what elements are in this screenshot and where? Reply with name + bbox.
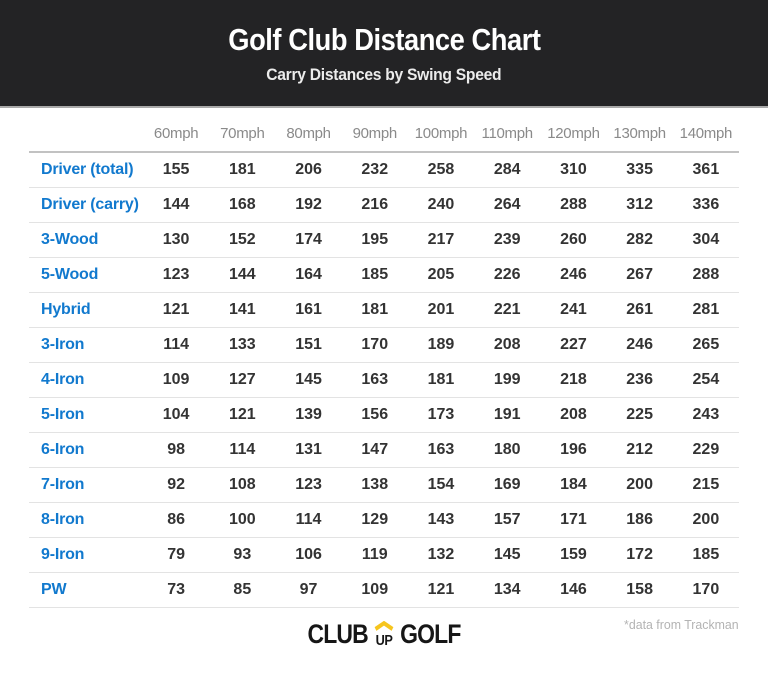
distance-cell: 281: [673, 293, 739, 328]
distance-cell: 79: [143, 538, 209, 573]
distance-cell: 191: [474, 398, 540, 433]
speed-header: 60mph: [143, 108, 209, 152]
distance-cell: 145: [275, 363, 341, 398]
club-label: 5-Iron: [29, 398, 143, 433]
distance-cell: 205: [408, 258, 474, 293]
page-subtitle: Carry Distances by Swing Speed: [266, 64, 502, 84]
distance-cell: 121: [143, 293, 209, 328]
distance-cell: 282: [607, 223, 673, 258]
distance-cell: 310: [540, 152, 606, 188]
distance-cell: 246: [607, 328, 673, 363]
distance-cell: 199: [474, 363, 540, 398]
distance-cell: 180: [474, 433, 540, 468]
distance-cell: 138: [342, 468, 408, 503]
distance-cell: 152: [209, 223, 275, 258]
distance-cell: 143: [408, 503, 474, 538]
distance-cell: 170: [342, 328, 408, 363]
distance-cell: 264: [474, 188, 540, 223]
distance-cell: 189: [408, 328, 474, 363]
distance-cell: 181: [209, 152, 275, 188]
distance-cell: 304: [673, 223, 739, 258]
speed-header: 100mph: [408, 108, 474, 152]
distance-cell: 288: [673, 258, 739, 293]
distance-cell: 335: [607, 152, 673, 188]
distance-cell: 243: [673, 398, 739, 433]
distance-cell: 169: [474, 468, 540, 503]
club-label: 9-Iron: [29, 538, 143, 573]
table-row: [29, 503, 739, 538]
distance-cell: 123: [275, 468, 341, 503]
table-row: [29, 328, 739, 363]
distance-cell: 171: [540, 503, 606, 538]
distance-cell: 208: [540, 398, 606, 433]
distance-cell: 156: [342, 398, 408, 433]
distance-cell: 100: [209, 503, 275, 538]
distance-cell: 258: [408, 152, 474, 188]
distance-cell: 114: [275, 503, 341, 538]
distance-cell: 174: [275, 223, 341, 258]
club-label: PW: [29, 573, 143, 608]
distance-cell: 154: [408, 468, 474, 503]
distance-cell: 170: [673, 573, 739, 608]
distance-cell: 265: [673, 328, 739, 363]
distance-cell: 212: [607, 433, 673, 468]
distance-cell: 208: [474, 328, 540, 363]
club-label: Driver (total): [29, 152, 143, 188]
distance-cell: 109: [342, 573, 408, 608]
header-banner: [0, 0, 768, 108]
distance-cell: 123: [143, 258, 209, 293]
distance-cell: 181: [342, 293, 408, 328]
distance-cell: 106: [275, 538, 341, 573]
distance-cell: 181: [408, 363, 474, 398]
distance-cell: 129: [342, 503, 408, 538]
distance-cell: 108: [209, 468, 275, 503]
speed-header: 120mph: [540, 108, 606, 152]
distance-cell: 164: [275, 258, 341, 293]
table-row: [29, 398, 739, 433]
distance-cell: 158: [607, 573, 673, 608]
table-row: [29, 433, 739, 468]
distance-cell: 168: [209, 188, 275, 223]
distance-cell: 217: [408, 223, 474, 258]
distance-cell: 218: [540, 363, 606, 398]
table-row: [29, 573, 739, 608]
distance-cell: 147: [342, 433, 408, 468]
club-label: 3-Iron: [29, 328, 143, 363]
speed-header: 90mph: [342, 108, 408, 152]
distance-cell: 119: [342, 538, 408, 573]
distance-cell: 157: [474, 503, 540, 538]
distance-cell: 232: [342, 152, 408, 188]
distance-cell: 163: [408, 433, 474, 468]
speed-header: 130mph: [607, 108, 673, 152]
speed-header: 70mph: [209, 108, 275, 152]
distance-cell: 114: [209, 433, 275, 468]
club-label: 4-Iron: [29, 363, 143, 398]
distance-cell: 227: [540, 328, 606, 363]
club-label: 3-Wood: [29, 223, 143, 258]
club-label: Hybrid: [29, 293, 143, 328]
club-label: 5-Wood: [29, 258, 143, 293]
distance-cell: 144: [209, 258, 275, 293]
distance-cell: 195: [342, 223, 408, 258]
distance-cell: 260: [540, 223, 606, 258]
distance-cell: 114: [143, 328, 209, 363]
distance-cell: 155: [143, 152, 209, 188]
distance-cell: 97: [275, 573, 341, 608]
chevron-up-icon: [374, 621, 394, 631]
distance-cell: 206: [275, 152, 341, 188]
distance-cell: 98: [143, 433, 209, 468]
logo-golf-text: GOLF: [400, 619, 461, 649]
club-label: 8-Iron: [29, 503, 143, 538]
page-title: Golf Club Distance Chart: [227, 21, 541, 57]
distance-cell: 145: [474, 538, 540, 573]
distance-cell: 216: [342, 188, 408, 223]
distance-cell: 241: [540, 293, 606, 328]
logo-club-text: CLUB: [307, 619, 368, 649]
distance-cell: 221: [474, 293, 540, 328]
speed-header: 80mph: [275, 108, 341, 152]
distance-cell: 267: [607, 258, 673, 293]
distance-cell: 284: [474, 152, 540, 188]
club-up-golf-logo: [82, 621, 686, 648]
distance-cell: 92: [143, 468, 209, 503]
distance-cell: 93: [209, 538, 275, 573]
distance-cell: 133: [209, 328, 275, 363]
distance-cell: 239: [474, 223, 540, 258]
distance-cell: 130: [143, 223, 209, 258]
distance-cell: 261: [607, 293, 673, 328]
distance-cell: 229: [673, 433, 739, 468]
distance-cell: 173: [408, 398, 474, 433]
distance-cell: 336: [673, 188, 739, 223]
distance-cell: 185: [673, 538, 739, 573]
distance-cell: 240: [408, 188, 474, 223]
distance-cell: 134: [474, 573, 540, 608]
logo-up-text: UP: [375, 632, 393, 649]
distance-cell: 185: [342, 258, 408, 293]
distance-cell: 104: [143, 398, 209, 433]
distance-cell: 121: [209, 398, 275, 433]
distance-cell: 215: [673, 468, 739, 503]
distance-cell: 85: [209, 573, 275, 608]
distance-cell: 225: [607, 398, 673, 433]
distance-cell: 132: [408, 538, 474, 573]
distance-cell: 86: [143, 503, 209, 538]
distance-cell: 127: [209, 363, 275, 398]
table-row: [29, 188, 739, 223]
distance-cell: 141: [209, 293, 275, 328]
distance-cell: 246: [540, 258, 606, 293]
table-row: [29, 223, 739, 258]
distance-cell: 288: [540, 188, 606, 223]
distance-cell: 226: [474, 258, 540, 293]
distance-cell: 161: [275, 293, 341, 328]
distance-cell: 186: [607, 503, 673, 538]
corner-cell: [29, 108, 143, 152]
distance-table: [29, 108, 739, 608]
club-label: Driver (carry): [29, 188, 143, 223]
distance-cell: 201: [408, 293, 474, 328]
distance-cell: 172: [607, 538, 673, 573]
distance-cell: 312: [607, 188, 673, 223]
footer: [29, 608, 739, 678]
distance-cell: 361: [673, 152, 739, 188]
table-row: [29, 293, 739, 328]
distance-cell: 139: [275, 398, 341, 433]
distance-cell: 200: [673, 503, 739, 538]
table-row: [29, 258, 739, 293]
distance-cell: 131: [275, 433, 341, 468]
distance-cell: 196: [540, 433, 606, 468]
distance-cell: 192: [275, 188, 341, 223]
table-row: [29, 152, 739, 188]
distance-table-container: [29, 108, 739, 608]
data-source-note: *data from Trackman: [624, 617, 739, 632]
distance-cell: 163: [342, 363, 408, 398]
table-row: [29, 538, 739, 573]
distance-cell: 200: [607, 468, 673, 503]
club-label: 6-Iron: [29, 433, 143, 468]
speed-header: 110mph: [474, 108, 540, 152]
club-label: 7-Iron: [29, 468, 143, 503]
distance-cell: 159: [540, 538, 606, 573]
distance-cell: 121: [408, 573, 474, 608]
table-row: [29, 363, 739, 398]
distance-cell: 151: [275, 328, 341, 363]
distance-cell: 109: [143, 363, 209, 398]
distance-cell: 144: [143, 188, 209, 223]
speed-header-row: [29, 108, 739, 152]
logo-up-block: [374, 621, 394, 648]
distance-cell: 254: [673, 363, 739, 398]
speed-header: 140mph: [673, 108, 739, 152]
distance-cell: 184: [540, 468, 606, 503]
distance-cell: 73: [143, 573, 209, 608]
table-row: [29, 468, 739, 503]
distance-cell: 236: [607, 363, 673, 398]
distance-cell: 146: [540, 573, 606, 608]
